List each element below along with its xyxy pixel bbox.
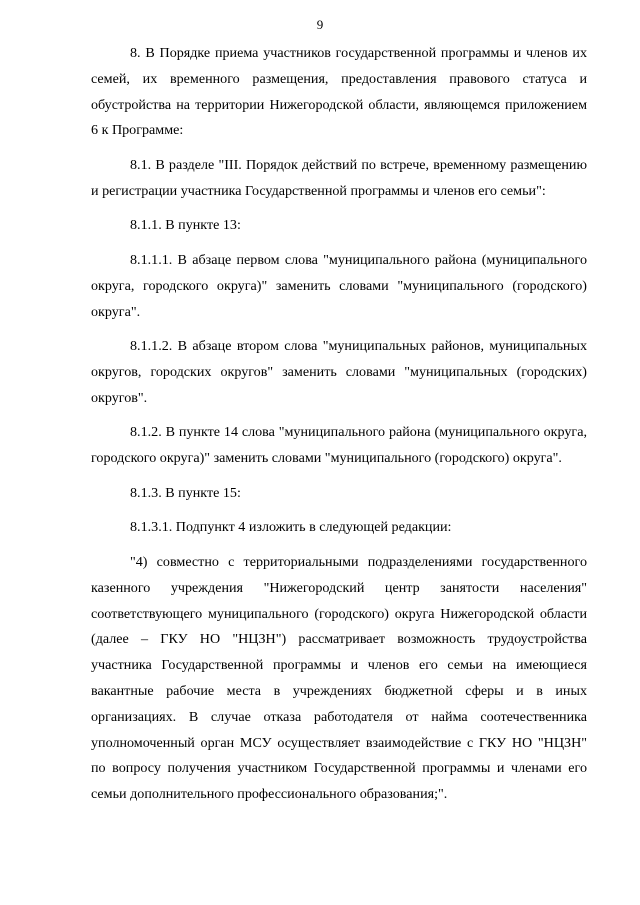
paragraph-8-1-2: 8.1.2. В пункте 14 слова "муниципального района (муниципального округа, городского округа)" заменить словами "муниципального (городского) округа".: [91, 424, 587, 467]
paragraph-8-1: 8.1. В разделе "III. Порядок действий по встрече, временному размещению и регистрации участника Государственной программы и членов его семьи":: [91, 156, 587, 199]
paragraph-8: 8. В Порядке приема участников государственной программы и членов их семей, их временного размещения, предоставления правового статуса и обустройства на территории Нижегородской области, являющемся приложением 6 к Программе:: [91, 45, 587, 139]
paragraph-subitem-4: "4) совместно с территориальными подразделениями государственного казенного учреждения "Нижегородский центр занятости населения" соответствующего муниципального (городского) округа Нижегородской области (далее – ГКУ НО "НЦЗН") рассматривает возможность трудоустройства участника Государственной программы и членов его семьи на имеющиеся вакантные рабочие места в учреждениях бюджетной сферы и в иных организациях. В случае отказа работодателя от найма соотечественника уполномоченный орган МСУ осуществляет взаимодействие с ГКУ НО "НЦЗН" по вопросу получения участником Государственной программы и членами его семьи дополнительного профессионального образования;".: [91, 553, 587, 803]
document-body: [91, 41, 587, 808]
paragraph-8-1-1-2: 8.1.1.2. В абзаце втором слова "муниципальных районов, муниципальных округов, городских округов" заменить словами "муниципальных (городских) округов".: [91, 338, 587, 406]
page-number: 9: [316, 17, 324, 32]
paragraph-8-1-3-1: 8.1.3.1. Подпункт 4 изложить в следующей редакции:: [130, 519, 452, 536]
paragraph-8-1-1: 8.1.1. В пункте 13:: [130, 217, 241, 234]
paragraph-8-1-3: 8.1.3. В пункте 15:: [130, 484, 241, 501]
paragraph-8-1-1-1: 8.1.1.1. В абзаце первом слова "муниципального района (муниципального округа, городского округа)" заменить словами "муниципального (городского) округа".: [91, 251, 587, 320]
